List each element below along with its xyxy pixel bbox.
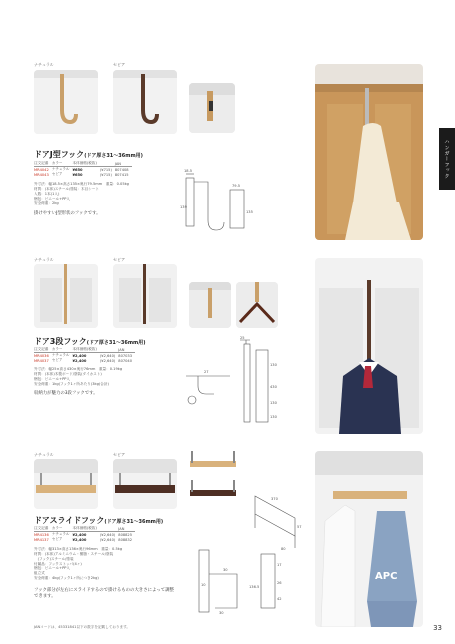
product-title: ドアJ型フック(ドア厚さ31〜36mm用) [34,150,143,159]
dimension-drawing [185,488,305,618]
detail-photo-hanger [236,282,278,328]
spec-table: 注文記番 カラー 本体価格(税抜) JAN MR4036 ナチュラル ¥2,400 (¥2,640) 807033 MR4037 セピア ¥2,400 (¥2,640) 807040 [34,347,135,363]
svg-text:139: 139 [180,205,187,209]
product-photo-natural [34,459,98,509]
product-caption: 掛けやすいJ型形状のフックです。 [34,211,101,216]
table-row: MR4037 セピア ¥2,400 (¥2,640) 807040 [34,358,132,363]
svg-text:27: 27 [204,370,209,374]
product-title: ドアスライドフック(ドア厚さ31〜36mm用) [34,516,164,525]
hero-photo-door-clothes [315,451,423,627]
category-tab[interactable] [439,128,455,190]
svg-text:25: 25 [240,336,245,340]
svg-text:80: 80 [281,547,286,551]
spec-list: 外寸法：幅313×高さ136×奥行96mm 重量：0.5kg 材質：(本体)アルミニウム・樹脂・スチール/塗装 (フック)スチール/塗装 付属品：フックストッパ(4ヶ) 梱包：ビニール+PP入 組立式 安全荷重：4kg(フック1ヶ所につき2kg) [34,547,123,581]
product-caption: フック部分が左右にスライドするので掛けるものの大きさによって調整できます。 [34,588,174,599]
svg-text:26: 26 [277,581,282,585]
color-label-sepia: セピア [113,62,125,67]
spec-list: 外寸法：幅25×高さ430×奥行76mm 重量：0.19kg 材質：(本体)木製ボード/塗装(ダイカスト) 梱包：ビニール+PP入 安全荷重：1kg(フック1ヶ所あたり)3kg(合計) [34,367,123,386]
color-label-natural: ナチュラル [34,257,54,262]
category-tab-label: ハンガーフック [443,139,450,179]
page-number: 33 [433,624,442,632]
product-photo-natural [34,264,98,328]
dimension-drawing [180,168,253,238]
detail-photo [189,83,235,133]
table-row: MR4136 ナチュラル ¥2,400 (¥2,640) 808825 [34,532,132,537]
svg-text:18.5: 18.5 [184,169,193,173]
product-photo-sepia [113,264,177,328]
table-row: MR4036 ナチュラル ¥2,400 (¥2,640) 807033 [34,353,132,358]
svg-text:17: 17 [277,563,282,567]
footnote: JANコードは、45331841以下の数字を記載しております。 [34,625,131,629]
table-row: MR4043 セピア ¥650 (¥715) 807415 [34,172,129,177]
svg-text:370: 370 [271,497,278,501]
detail-photo-top [189,282,231,328]
hero-photo-door-jacket [315,258,423,434]
product-caption: 収納力が魅力の3段フックです。 [34,391,98,396]
product-photo-sepia [113,70,177,134]
svg-text:130: 130 [270,415,277,419]
table-row: MR4042 ナチュラル ¥650 (¥715) 807408 [34,167,129,172]
svg-text:57: 57 [297,525,302,529]
svg-text:APC: APC [375,571,398,582]
svg-text:10: 10 [201,583,206,587]
svg-text:130: 130 [270,401,277,405]
svg-text:135: 135 [246,210,253,214]
color-label-sepia: セピア [113,452,125,457]
dimension-drawing [180,336,300,426]
spec-table: 注文記番 カラー 本体価格(税抜) JAN MR4042 ナチュラル ¥650 (¥715) 807408 MR4043 セピア ¥650 (¥715) 807415 [34,161,132,177]
hero-photo-door-bag [315,64,423,240]
product-photo-natural [34,70,98,134]
svg-text:130: 130 [270,363,277,367]
svg-text:430: 430 [270,385,277,389]
product-title: ドア3段フック(ドア厚さ31〜36mm用) [34,337,146,346]
spec-table: 注文記番 カラー 本体価格(税抜) JAN MR4136 ナチュラル ¥2,400 (¥2,640) 808825 MR4137 セピア ¥2,400 (¥2,640) 808832 [34,526,135,542]
spec-list: 外寸法：幅18.5×高さ135×奥行79.5mm 重量：0.05kg 材質：(本体)スチール/塗装：木目シート 入数：1本(1入) 梱包：ビニール+PP入 安全荷重：2kg [34,182,129,206]
color-label-natural: ナチュラル [34,62,54,67]
svg-text:79.5: 79.5 [232,184,241,188]
svg-text:30: 30 [223,568,228,572]
table-row: MR4137 セピア ¥2,400 (¥2,640) 808832 [34,537,132,542]
svg-text:30: 30 [219,611,224,615]
color-label-sepia: セピア [113,257,125,262]
product-photo-sepia [113,459,177,509]
svg-text:136.5: 136.5 [249,585,260,589]
color-label-natural: ナチュラル [34,452,54,457]
svg-text:42: 42 [277,597,282,601]
